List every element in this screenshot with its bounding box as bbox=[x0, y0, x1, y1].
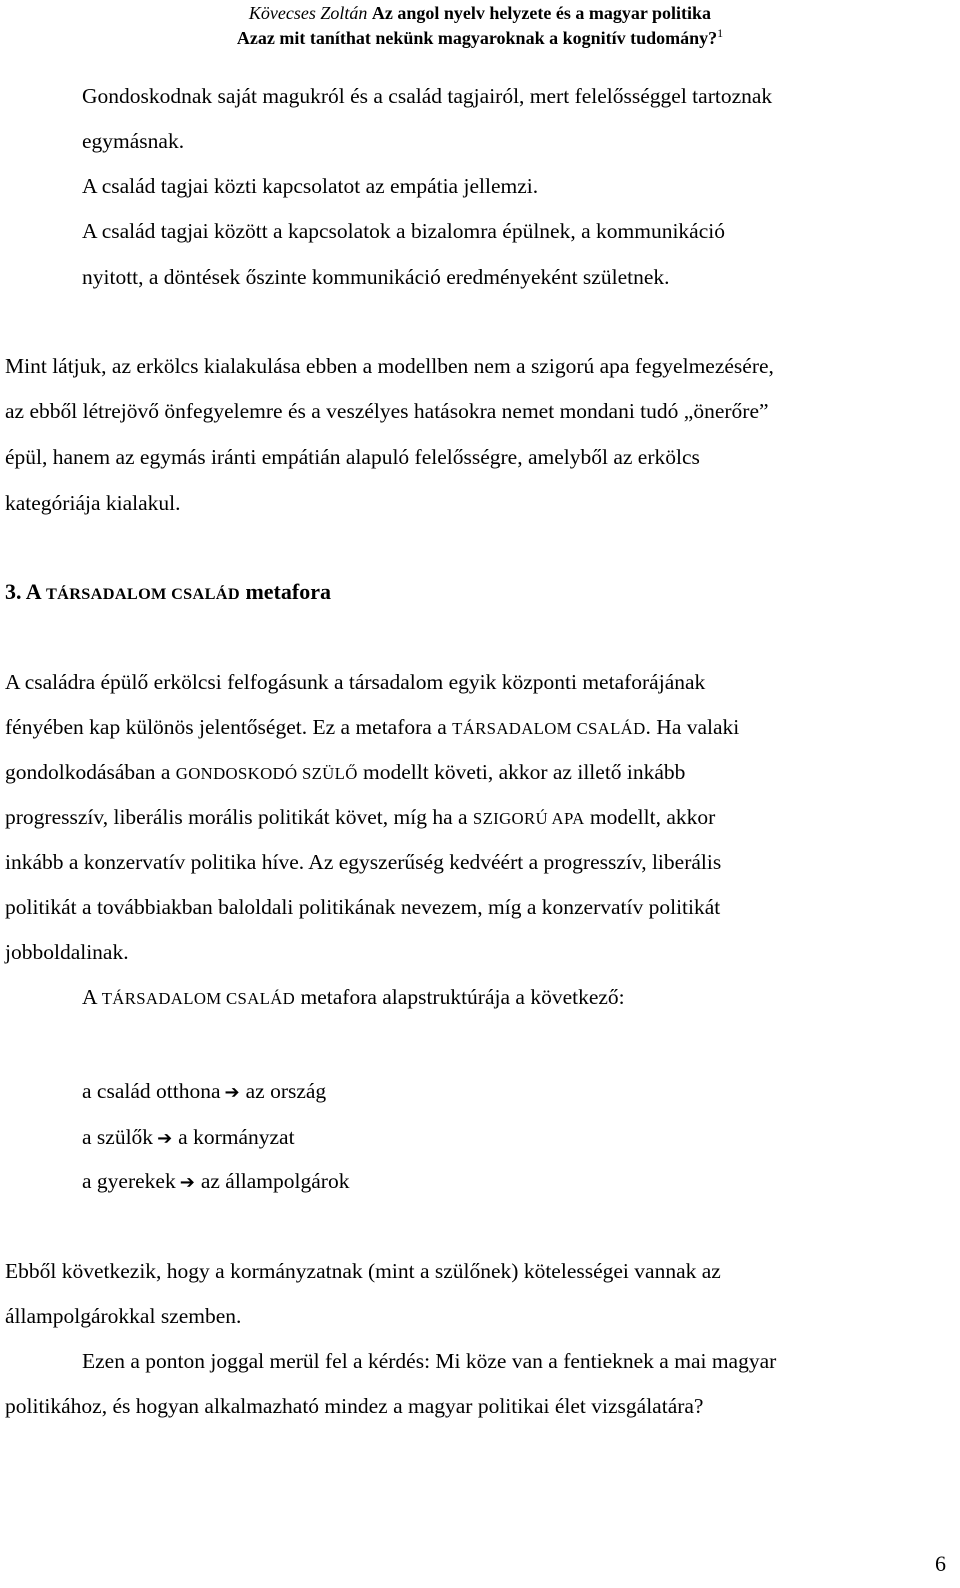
smallcaps-term: GONDOSKODÓ SZÜLŐ bbox=[175, 764, 358, 783]
mapping-source: a szülők bbox=[82, 1125, 154, 1149]
right-arrow-icon: ➔ bbox=[179, 1172, 195, 1193]
section-suffix: metafora bbox=[245, 579, 331, 604]
paragraph-line: A családra épülő erkölcsi felfogásunk a társadalom egyik központi metaforájának bbox=[5, 670, 706, 694]
header-author: Kövecses Zoltán bbox=[248, 3, 368, 23]
paragraph-line: épül, hanem az egymás iránti empátián alapuló felelősségre, amelyből az erkölcs bbox=[5, 445, 700, 469]
mapping-target: a kormányzat bbox=[178, 1125, 295, 1149]
mapping-row bbox=[82, 1078, 326, 1106]
mapping-source: a gyerekek bbox=[82, 1169, 176, 1193]
page-number: 6 bbox=[935, 1551, 946, 1576]
smallcaps-term: TÁRSADALOM CSALÁD bbox=[101, 989, 296, 1008]
list-line: A család tagjai között a kapcsolatok a bizalomra épülnek, a kommunikáció bbox=[82, 219, 725, 243]
mapping-row bbox=[82, 1124, 295, 1152]
running-header-line1 bbox=[0, 2, 960, 24]
mapping-target: az ország bbox=[245, 1079, 327, 1103]
text-run: modellt követi, akkor az illető inkább bbox=[357, 760, 686, 784]
header-title-1: Az angol nyelv helyzete és a magyar politika bbox=[371, 3, 712, 23]
mapping-source: a család otthona bbox=[82, 1079, 221, 1103]
mapping-target: az állampolgárok bbox=[200, 1169, 350, 1193]
text-run: fényében kap különös jelentőséget. Ez a metafora a bbox=[5, 715, 453, 739]
section-heading bbox=[5, 579, 331, 607]
list-line: A család tagjai közti kapcsolatot az empátia jellemzi. bbox=[82, 174, 539, 198]
paragraph-line: az ebből létrejövő önfegyelemre és a veszélyes hatásokra nemet mondani tudó „önerőre” bbox=[5, 399, 769, 423]
paragraph-line: politikát a továbbiakban baloldali politikának nevezem, míg a konzervatív politikát bbox=[5, 895, 721, 919]
text-run: progresszív, liberális morális politikát követ, míg ha a bbox=[5, 805, 473, 829]
paragraph-line: kategóriája kialakul. bbox=[5, 491, 181, 515]
smallcaps-term: SZIGORÚ APA bbox=[472, 809, 585, 828]
paragraph-line: politikához, és hogyan alkalmazható mindez a magyar politikai élet vizsgálatára? bbox=[5, 1394, 704, 1418]
paragraph-line: Ezen a ponton joggal merül fel a kérdés: Mi köze van a fentieknek a mai magyar bbox=[82, 1349, 777, 1373]
text-run: metafora alapstruktúrája a következő: bbox=[295, 985, 625, 1009]
list-line: Gondoskodnak saját magukról és a család tagjairól, mert felelősséggel tartoznak bbox=[82, 84, 773, 108]
paragraph-line bbox=[5, 759, 685, 787]
text-run: . Ha valaki bbox=[645, 715, 740, 739]
paragraph-line: Ebből következik, hogy a kormányzatnak (mint a szülőnek) kötelességei vannak az bbox=[5, 1259, 721, 1283]
section-article: A bbox=[25, 579, 41, 604]
paragraph-line bbox=[5, 714, 739, 742]
paragraph-line: állampolgárokkal szemben. bbox=[5, 1304, 242, 1328]
footnote-marker: 1 bbox=[717, 26, 724, 40]
right-arrow-icon: ➔ bbox=[157, 1128, 173, 1149]
right-arrow-icon: ➔ bbox=[224, 1082, 240, 1103]
mapping-row bbox=[82, 1168, 349, 1196]
running-header-line2 bbox=[0, 27, 960, 49]
paragraph-line: jobboldalinak. bbox=[5, 940, 129, 964]
text-run: gondolkodásában a bbox=[5, 760, 176, 784]
paragraph-line: Mint látjuk, az erkölcs kialakulása ebben a modellben nem a szigorú apa fegyelmezésére, bbox=[5, 354, 774, 378]
paragraph-line: inkább a konzervatív politika híve. Az egyszerűség kedvéért a progresszív, liberális bbox=[5, 850, 722, 874]
section-smallcaps: TÁRSADALOM CSALÁD bbox=[45, 584, 240, 603]
list-line: nyitott, a döntések őszinte kommunikáció eredményeként születnek. bbox=[82, 265, 670, 289]
paragraph-line bbox=[82, 984, 625, 1012]
paragraph-line bbox=[5, 804, 715, 832]
text-run: A bbox=[82, 985, 102, 1009]
list-line: egymásnak. bbox=[82, 129, 185, 153]
text-run: modellt, akkor bbox=[584, 805, 716, 829]
header-title-2: Azaz mit taníthat nekünk magyaroknak a kognitív tudomány? bbox=[236, 28, 718, 48]
smallcaps-term: TÁRSADALOM CSALÁD bbox=[452, 719, 646, 738]
section-number: 3. bbox=[5, 579, 22, 604]
